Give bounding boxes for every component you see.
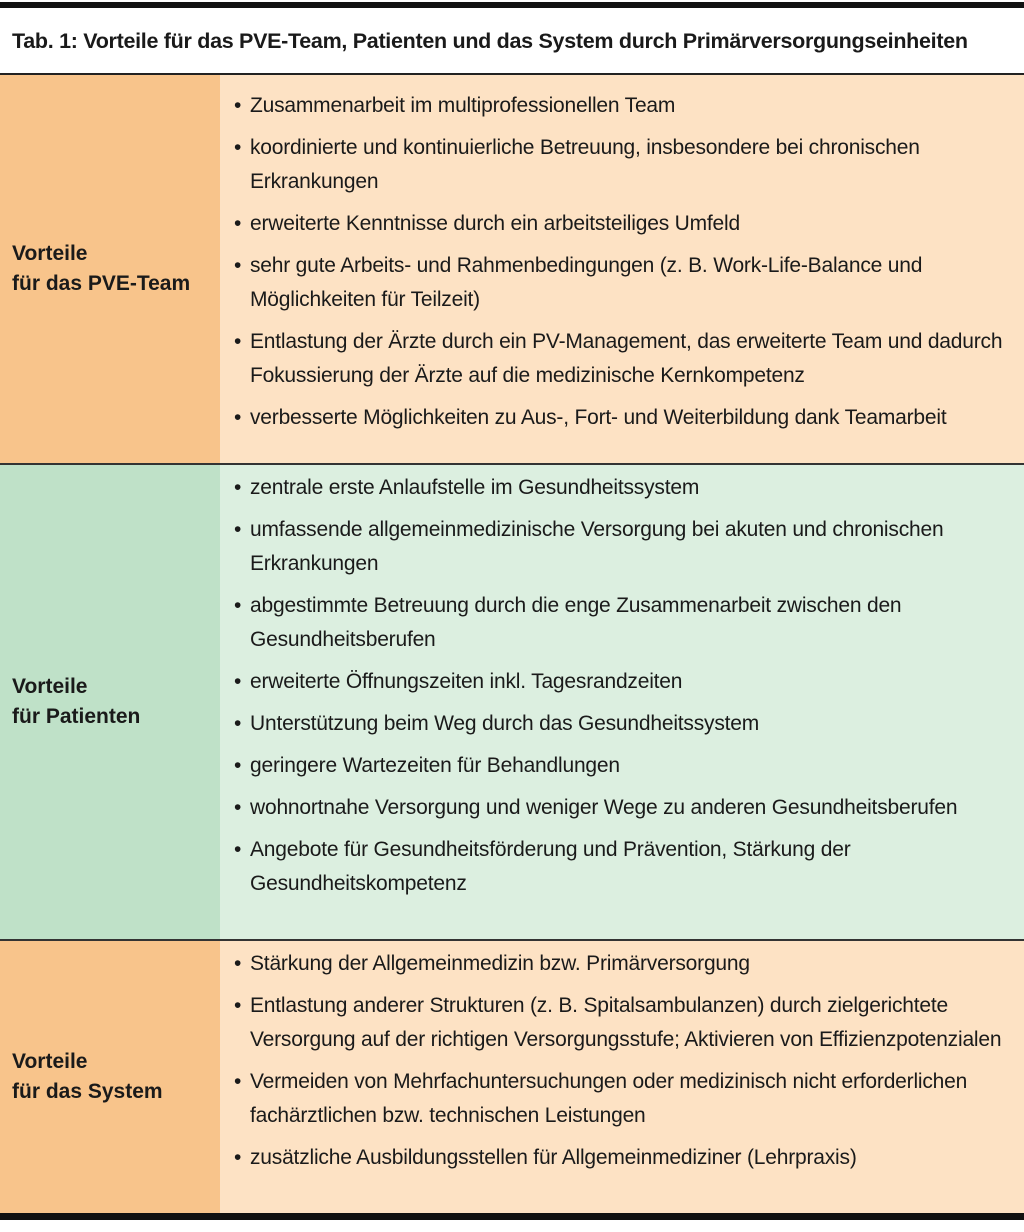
row-label-line: Vorteile xyxy=(12,675,88,698)
row-label-line: für das System xyxy=(12,1080,163,1103)
list-item: • Angebote für Gesundheitsförderung und Prävention, Stärkung der Gesundheitskompetenz xyxy=(234,833,1018,901)
section-patients xyxy=(0,465,1024,939)
list-item: • sehr gute Arbeits- und Rahmenbedingungen (z. B. Work-Life-Balance und Möglichkeiten für Teilzeit) xyxy=(234,249,1018,317)
row-content xyxy=(220,465,1024,939)
row-content xyxy=(220,75,1024,463)
row-label xyxy=(0,465,220,939)
row-label-line: Vorteile xyxy=(12,242,88,265)
list-item: • zentrale erste Anlaufstelle im Gesundheitssystem xyxy=(234,471,1018,505)
list-item: • zusätzliche Ausbildungsstellen für Allgemeinmediziner (Lehrpraxis) xyxy=(234,1141,1018,1175)
row-label xyxy=(0,941,220,1213)
list-item: • Entlastung anderer Strukturen (z. B. Spitalsambulanzen) durch zielgerichtete Versorgung auf der richtigen Versorgungsstufe; Aktivieren von Effizienzpotenzialen xyxy=(234,989,1018,1057)
list-item: • wohnortnahe Versorgung und weniger Wege zu anderen Gesundheitsberufen xyxy=(234,791,1018,825)
bullet-list xyxy=(234,947,1018,1175)
section-system xyxy=(0,941,1024,1213)
row-label-line: Vorteile xyxy=(12,1050,88,1073)
list-item: • erweiterte Öffnungszeiten inkl. Tagesrandzeiten xyxy=(234,665,1018,699)
list-item: • erweiterte Kenntnisse durch ein arbeitsteiliges Umfeld xyxy=(234,207,1018,241)
row-content xyxy=(220,941,1024,1213)
list-item: • verbesserte Möglichkeiten zu Aus-, Fort- und Weiterbildung dank Teamarbeit xyxy=(234,401,1018,435)
list-item: • abgestimmte Betreuung durch die enge Zusammenarbeit zwischen den Gesundheitsberufen xyxy=(234,589,1018,657)
row-label xyxy=(0,75,220,463)
list-item: • Zusammenarbeit im multiprofessionellen Team xyxy=(234,89,1018,123)
list-item: • Entlastung der Ärzte durch ein PV-Management, das erweiterte Team und dadurch Fokussierung der Ärzte auf die medizinische Kernkompetenz xyxy=(234,325,1018,393)
table-title: Tab. 1: Vorteile für das PVE-Team, Patienten und das System durch Primärversorgungseinheiten xyxy=(12,28,968,53)
list-item: • Stärkung der Allgemeinmedizin bzw. Primärversorgung xyxy=(234,947,1018,981)
row-label-line: für das PVE-Team xyxy=(12,272,191,295)
bullet-list xyxy=(234,471,1018,901)
list-item: • geringere Wartezeiten für Behandlungen xyxy=(234,749,1018,783)
list-item: • Unterstützung beim Weg durch das Gesundheitssystem xyxy=(234,707,1018,741)
list-item: • koordinierte und kontinuierliche Betreuung, insbesondere bei chronischen Erkrankungen xyxy=(234,131,1018,199)
section-pve-team xyxy=(0,75,1024,463)
bullet-list xyxy=(234,89,1018,435)
list-item: • Vermeiden von Mehrfachuntersuchungen oder medizinisch nicht erforderlichen fachärztlichen bzw. technischen Leistungen xyxy=(234,1065,1018,1133)
row-label-line: für Patienten xyxy=(12,705,141,728)
list-item: • umfassende allgemeinmedizinische Versorgung bei akuten und chronischen Erkrankungen xyxy=(234,513,1018,581)
bottom-rule xyxy=(0,1213,1024,1220)
